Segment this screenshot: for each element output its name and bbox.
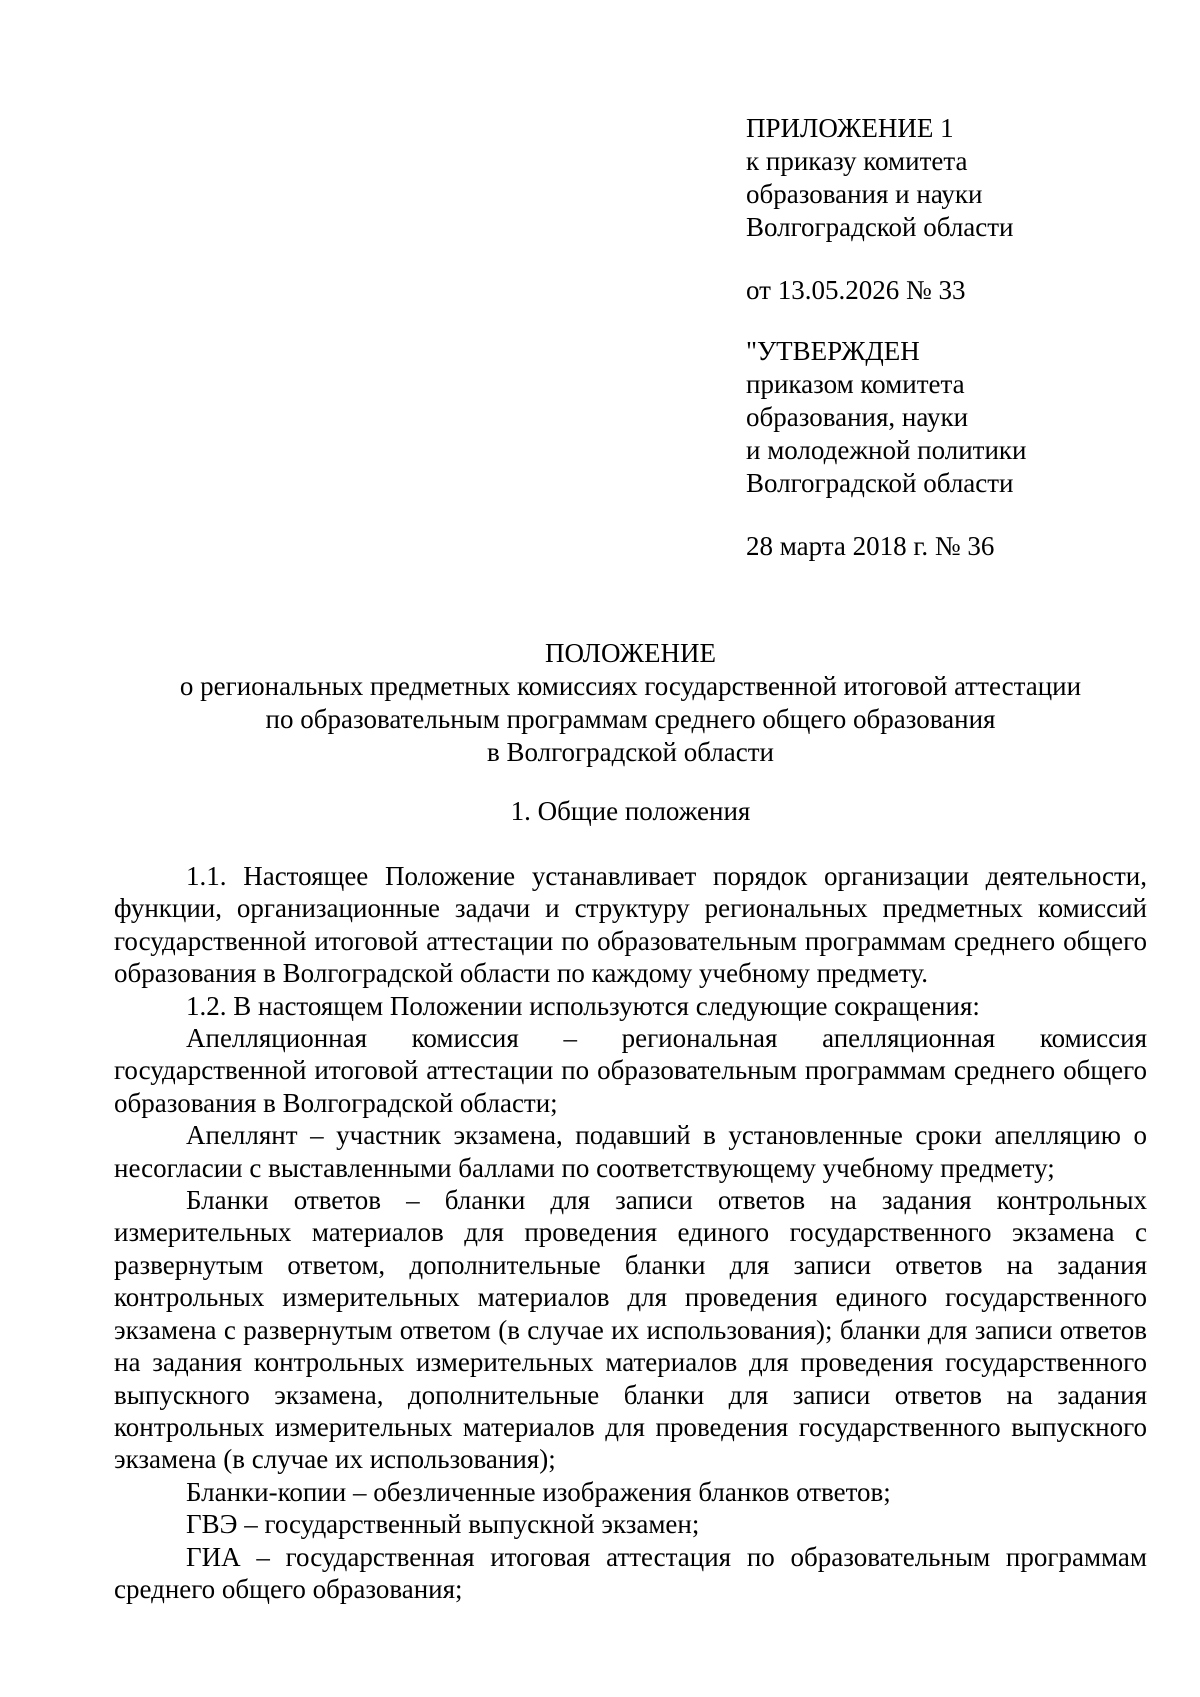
section-body [114,860,1147,1605]
definition-gve: ГВЭ – государственный выпускной экзамен; [186,1509,700,1540]
definition-answer-forms: Бланки ответов – бланки для записи ответов на задания контрольных измерительных материалов для проведения единого государственного экзамена с развернутым ответом, дополнительные бланки для записи ответов на задания контрольных измерительных материалов для проведения единого государственного экзамена с развернутым ответом (в случае их использования); бланки для записи ответов на задания контрольных измерительных материалов для проведения государственного выпускного экзамена, дополнительные бланки для записи ответов на задания контрольных измерительных материалов для проведения государственного выпускного экзамена (в случае их использования); [114,1185,1147,1475]
approved-line: приказом комитета [746,369,965,399]
approved-line: образования, науки [746,402,969,432]
definition-form-copies: Бланки-копии – обезличенные изображения бланков ответов; [186,1476,891,1507]
document-subtitle: о региональных предметных комиссиях государственной итоговой аттестации [179,671,1082,701]
paragraph-1-1: 1.1. Настоящее Положение устанавливает порядок организации деятельности, функции, организационные задачи и структуру региональных предметных комиссий государственной итоговой аттестации по образовательным программам среднего общего образования в Волгоградской области по каждому учебному предмету. [114,861,1147,989]
definition-appellant: Апеллянт – участник экзамена, подавший в установленные сроки апелляцию о несогласии с выставленными баллами по соответствующему учебному предмету; [114,1120,1147,1183]
approved-date: 28 марта 2018 г. № 36 [746,531,995,561]
approved-title: "УТВЕРЖДЕН [746,336,920,366]
section-title: 1. Общие положения [510,796,751,826]
annex-block [746,112,1166,563]
spacer [746,244,1166,274]
annex-order-date: от 13.05.2026 № 33 [746,275,966,305]
document-title [114,637,1147,769]
spacer [746,500,1166,530]
approved-line: Волгоградской области [746,468,1014,498]
spacer [746,307,1166,335]
definition-gia: ГИА – государственная итоговая аттестация по образовательным программам среднего общего образования; [114,1541,1147,1604]
document-subtitle: по образовательным программам среднего общего образования [265,704,996,734]
approved-line: и молодежной политики [746,435,1027,465]
annex-title: ПРИЛОЖЕНИЕ 1 [746,113,954,143]
annex-line: Волгоградской области [746,212,1014,242]
paragraph-1-2: 1.2. В настоящем Положении используются следующие сокращения: [186,990,980,1021]
document-heading: ПОЛОЖЕНИЕ [545,638,716,668]
document-subtitle: в Волгоградской области [486,737,774,767]
annex-line: к приказу комитета [746,146,968,176]
annex-line: образования и науки [746,179,983,209]
definition-appeal-commission: Апелляционная комиссия – региональная апелляционная комиссия государственной итоговой аттестации по образовательным программам среднего общего образования в Волгоградской области; [114,1023,1147,1118]
